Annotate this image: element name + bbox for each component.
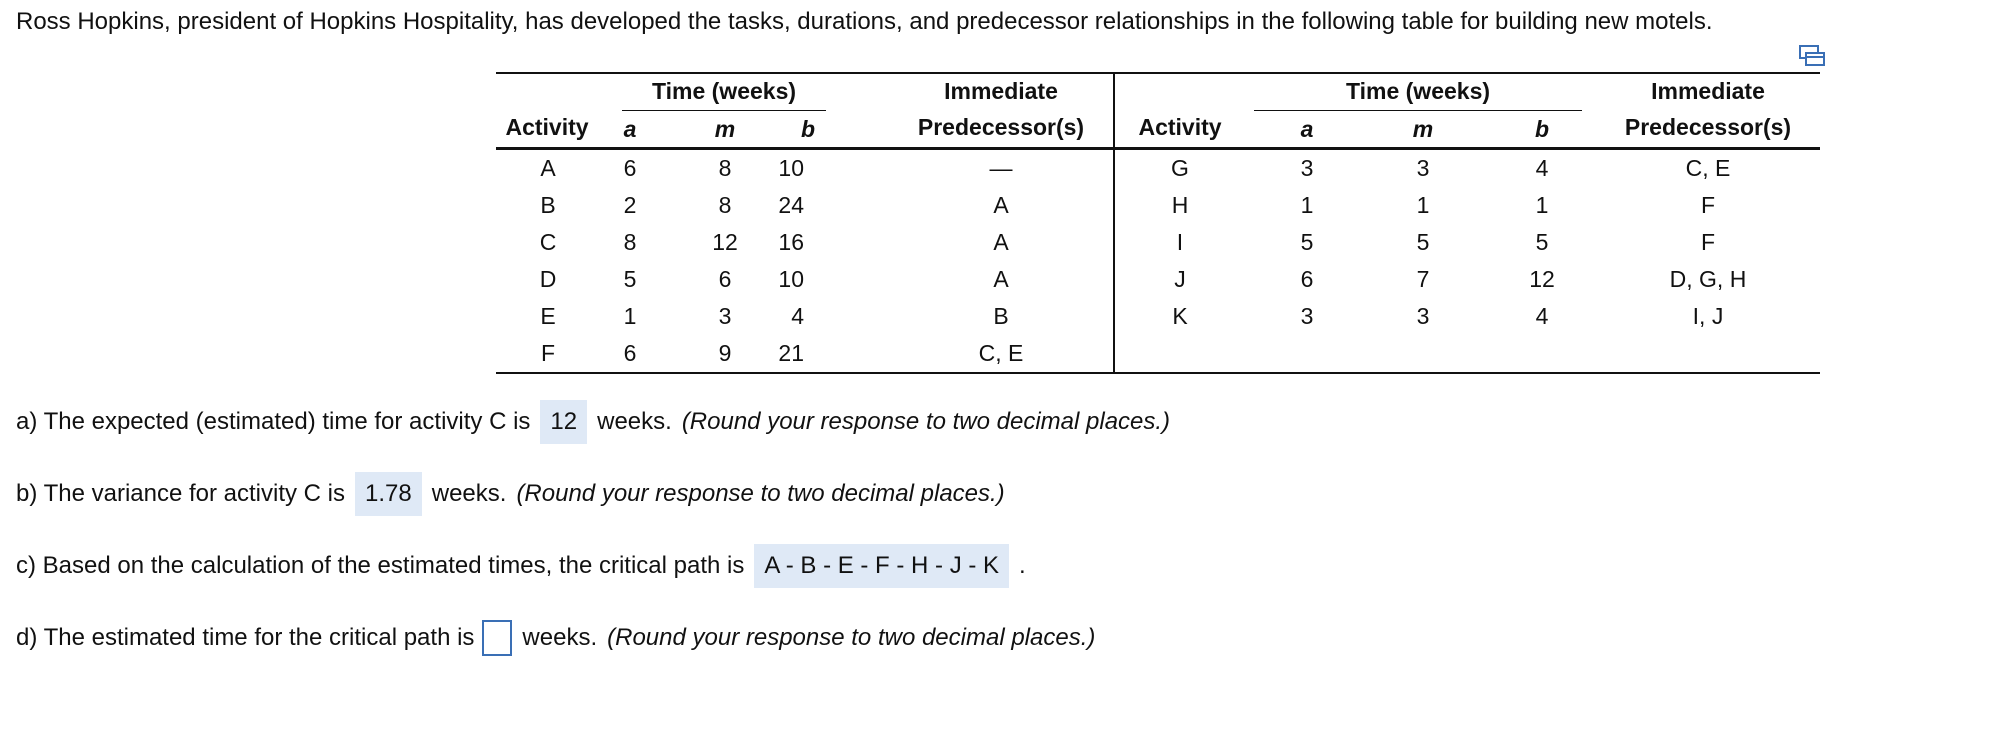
a-cell: 5 — [1300, 229, 1314, 255]
table-row — [496, 187, 1820, 224]
time-underline-left — [622, 110, 826, 111]
activity-cell: F — [540, 340, 556, 366]
header-activity-left: Activity — [505, 114, 589, 140]
question-c — [16, 542, 1026, 590]
b-cell: 4 — [1535, 303, 1549, 329]
activity-cell: D — [539, 266, 557, 292]
activity-cell: C — [539, 229, 557, 255]
predecessor-cell: B — [993, 303, 1009, 329]
a-cell: 6 — [623, 340, 637, 366]
answer-c-field[interactable]: A - B - E - F - H - J - K — [754, 544, 1009, 588]
b-cell: 4 — [1535, 155, 1549, 181]
activity-cell: G — [1171, 155, 1189, 181]
header-a-left: a — [623, 116, 637, 142]
a-cell: 1 — [1300, 192, 1314, 218]
a-cell: 1 — [623, 303, 637, 329]
a-cell: 3 — [1300, 303, 1314, 329]
b-cell: 10 — [778, 266, 804, 292]
table-bottom-rule — [496, 372, 1820, 374]
question-a-text: a) The expected (estimated) time for activity C is — [16, 408, 531, 435]
question-b-text: b) The variance for activity C is — [16, 480, 346, 507]
table-row — [496, 298, 1820, 335]
answer-a-field[interactable]: 12 — [540, 400, 587, 444]
header-time-left: Time (weeks) — [651, 78, 797, 104]
m-cell: 8 — [718, 155, 732, 181]
question-d-unit: weeks. — [522, 624, 598, 651]
question-c-end: . — [1019, 552, 1026, 579]
predecessor-cell: C, E — [978, 340, 1024, 366]
question-b — [16, 470, 1005, 518]
m-cell: 6 — [718, 266, 732, 292]
activity-cell: H — [1171, 192, 1189, 218]
b-cell: 4 — [791, 303, 804, 329]
table-top-rule — [496, 72, 1820, 74]
header-time-right: Time (weeks) — [1345, 78, 1491, 104]
activity-cell: K — [1172, 303, 1188, 329]
header-immediate-left: Immediate — [944, 78, 1058, 104]
question-c-text: c) Based on the calculation of the estimated times, the critical path is — [16, 552, 745, 579]
table-row — [496, 150, 1820, 187]
m-cell: 12 — [712, 229, 738, 255]
b-cell: 16 — [778, 229, 804, 255]
table-row — [496, 335, 1820, 372]
predecessor-cell: A — [993, 266, 1009, 292]
a-cell: 8 — [623, 229, 637, 255]
activity-cell: B — [540, 192, 556, 218]
b-cell: 10 — [778, 155, 804, 181]
m-cell: 3 — [1416, 155, 1430, 181]
a-cell: 2 — [623, 192, 637, 218]
problem-statement: Ross Hopkins, president of Hopkins Hospitality, has developed the tasks, durations, and predecessor relationships in the following table for building new motels. — [16, 8, 1713, 35]
question-b-unit: weeks. — [431, 480, 507, 507]
activity-cell: A — [540, 155, 556, 181]
predecessor-cell: A — [993, 192, 1009, 218]
answer-d-input[interactable] — [482, 620, 512, 656]
question-b-note: (Round your response to two decimal places.) — [516, 480, 1005, 507]
activity-cell: E — [540, 303, 556, 329]
m-cell: 7 — [1416, 266, 1430, 292]
copy-table-icon[interactable] — [1798, 44, 1826, 70]
header-b-left: b — [800, 116, 816, 142]
question-a — [16, 398, 1170, 446]
activity-cell: I — [1176, 229, 1184, 255]
question-d-note: (Round your response to two decimal places.) — [607, 624, 1096, 651]
predecessor-cell: F — [1700, 229, 1716, 255]
header-activity-right: Activity — [1138, 114, 1222, 140]
predecessor-cell: — — [989, 155, 1013, 181]
a-cell: 6 — [623, 155, 637, 181]
b-cell: 24 — [778, 192, 804, 218]
a-cell: 6 — [1300, 266, 1314, 292]
time-underline-right — [1254, 110, 1582, 111]
activity-cell: J — [1174, 266, 1186, 292]
m-cell: 3 — [1416, 303, 1430, 329]
b-cell: 21 — [778, 340, 804, 366]
header-a-right: a — [1300, 116, 1314, 142]
table-row — [496, 224, 1820, 261]
m-cell: 5 — [1416, 229, 1430, 255]
predecessor-cell: D, G, H — [1669, 266, 1747, 292]
b-cell: 5 — [1535, 229, 1549, 255]
header-predecessors-right: Predecessor(s) — [1624, 114, 1792, 140]
question-d-text: d) The estimated time for the critical path is — [16, 624, 475, 651]
m-cell: 8 — [718, 192, 732, 218]
b-cell: 12 — [1529, 266, 1555, 292]
predecessor-cell: A — [993, 229, 1009, 255]
predecessor-cell: I, J — [1692, 303, 1724, 329]
header-predecessors-left: Predecessor(s) — [917, 114, 1085, 140]
answer-b-field[interactable]: 1.78 — [355, 472, 422, 516]
header-immediate-right: Immediate — [1651, 78, 1765, 104]
m-cell: 1 — [1416, 192, 1430, 218]
a-cell: 5 — [623, 266, 637, 292]
b-cell: 1 — [1535, 192, 1549, 218]
header-m-right: m — [1412, 116, 1434, 142]
m-cell: 3 — [718, 303, 732, 329]
a-cell: 3 — [1300, 155, 1314, 181]
header-m-left: m — [714, 116, 736, 142]
question-a-unit: weeks. — [597, 408, 672, 435]
predecessor-cell: F — [1700, 192, 1716, 218]
header-b-right: b — [1534, 116, 1550, 142]
question-a-note: (Round your response to two decimal places.) — [681, 408, 1171, 435]
question-d — [16, 614, 1095, 662]
m-cell: 9 — [718, 340, 732, 366]
predecessor-cell: C, E — [1685, 155, 1731, 181]
table-row — [496, 261, 1820, 298]
